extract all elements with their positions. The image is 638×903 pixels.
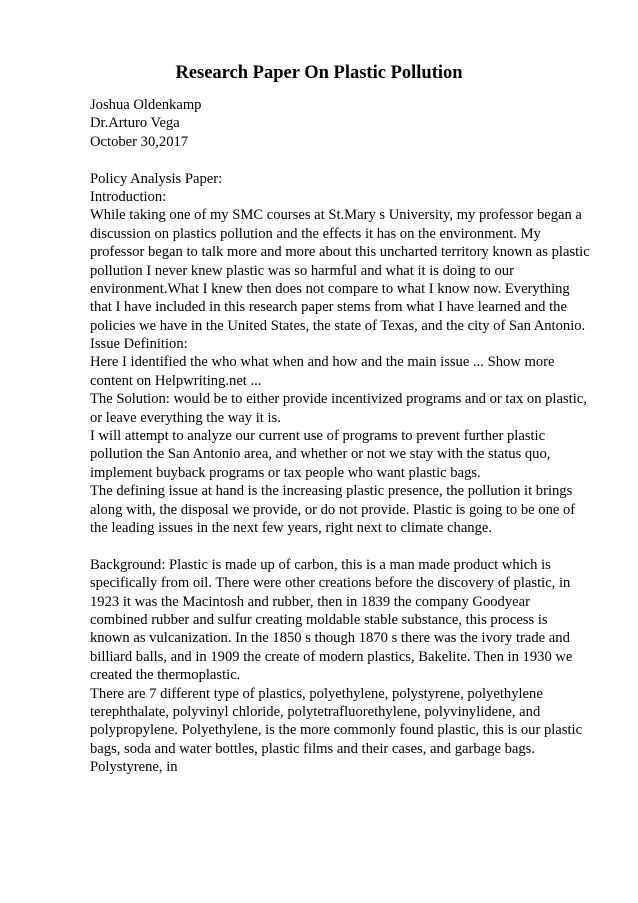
text-line: terephthalate, polyvinyl chloride, polytetrafluorethylene, polyvinylidene, and	[90, 703, 541, 720]
section-introduction	[90, 170, 610, 538]
text-line: Polystyrene, in	[90, 759, 178, 776]
document-date: October 30,2017	[90, 133, 189, 150]
text-line: Here I identified the who what when and how and the main issue ... Show more	[90, 354, 555, 371]
text-line: content on Helpwriting.net ...	[90, 372, 262, 389]
text-line: along with, the disposal we provide, or do not provide. Plastic is going to be one of	[90, 501, 576, 518]
text-line: that I have included in this research paper stems from what I have learned and the	[90, 299, 567, 316]
text-line: combined rubber and sulfur creating moldable stable substance, this process is	[90, 611, 548, 628]
document-body	[90, 96, 610, 776]
text-line: 1923 it was the Macintosh and rubber, then in 1839 the company Goodyear	[90, 593, 530, 610]
text-line: Policy Analysis Paper:	[90, 170, 223, 187]
text-line: billiard balls, and in 1909 the create of modern plastics, Bakelite. Then in 1930 we	[90, 648, 573, 665]
text-line: pollution I never knew plastic was so harmful and what it is doing to our	[90, 262, 514, 279]
text-line: specifically from oil. There were other creations before the discovery of plastic, in	[90, 575, 571, 592]
instructor-name: Dr.Arturo Vega	[90, 115, 180, 132]
paragraph-gap	[90, 537, 610, 555]
text-line: I will attempt to analyze our current use of programs to prevent further plastic	[90, 428, 546, 445]
text-line: There are 7 different type of plastics, polyethylene, polystyrene, polyethylene	[90, 685, 543, 702]
text-line: implement buyback programs or tax people who want plastic bags.	[90, 464, 481, 481]
text-line: bags, soda and water bottles, plastic films and their cases, and garbage bags.	[90, 740, 535, 757]
text-line: the leading issues in the next few years, right next to climate change.	[90, 519, 493, 536]
text-line: created the thermoplastic.	[90, 667, 241, 684]
text-line: While taking one of my SMC courses at St.Mary s University, my professor began a	[90, 207, 582, 224]
text-line: polypropylene. Polyethylene, is the more commonly found plastic, this is our plastic	[90, 722, 583, 739]
paragraph-gap	[90, 151, 610, 169]
text-line: The Solution: would be to either provide incentivized programs and or tax on plastic,	[90, 391, 587, 408]
text-line: Background: Plastic is made up of carbon, this is a man made product which is	[90, 556, 551, 573]
section-background	[90, 556, 610, 777]
text-line: pollution the San Antonio area, and whether or not we stay with the status quo,	[90, 446, 551, 463]
text-line: The defining issue at hand is the increasing plastic presence, the pollution it brings	[90, 483, 573, 500]
author-block	[90, 96, 610, 151]
text-line: or leave everything the way it is.	[90, 409, 281, 426]
text-line: environment.What I knew then does not compare to what I know now. Everything	[90, 280, 570, 297]
text-line: known as vulcanization. In the 1850 s though 1870 s there was the ivory trade and	[90, 630, 570, 647]
text-line: discussion on plastics pollution and the effects it has on the environment. My	[90, 225, 541, 242]
author-name: Joshua Oldenkamp	[90, 97, 202, 113]
text-line: Issue Definition:	[90, 336, 188, 353]
document-title: Research Paper On Plastic Pollution	[175, 63, 463, 83]
text-line: Introduction:	[90, 188, 167, 205]
text-line: professor began to talk more and more about this uncharted territory known as plastic	[90, 244, 590, 261]
text-line: policies we have in the United States, the state of Texas, and the city of San Antonio.	[90, 317, 586, 334]
